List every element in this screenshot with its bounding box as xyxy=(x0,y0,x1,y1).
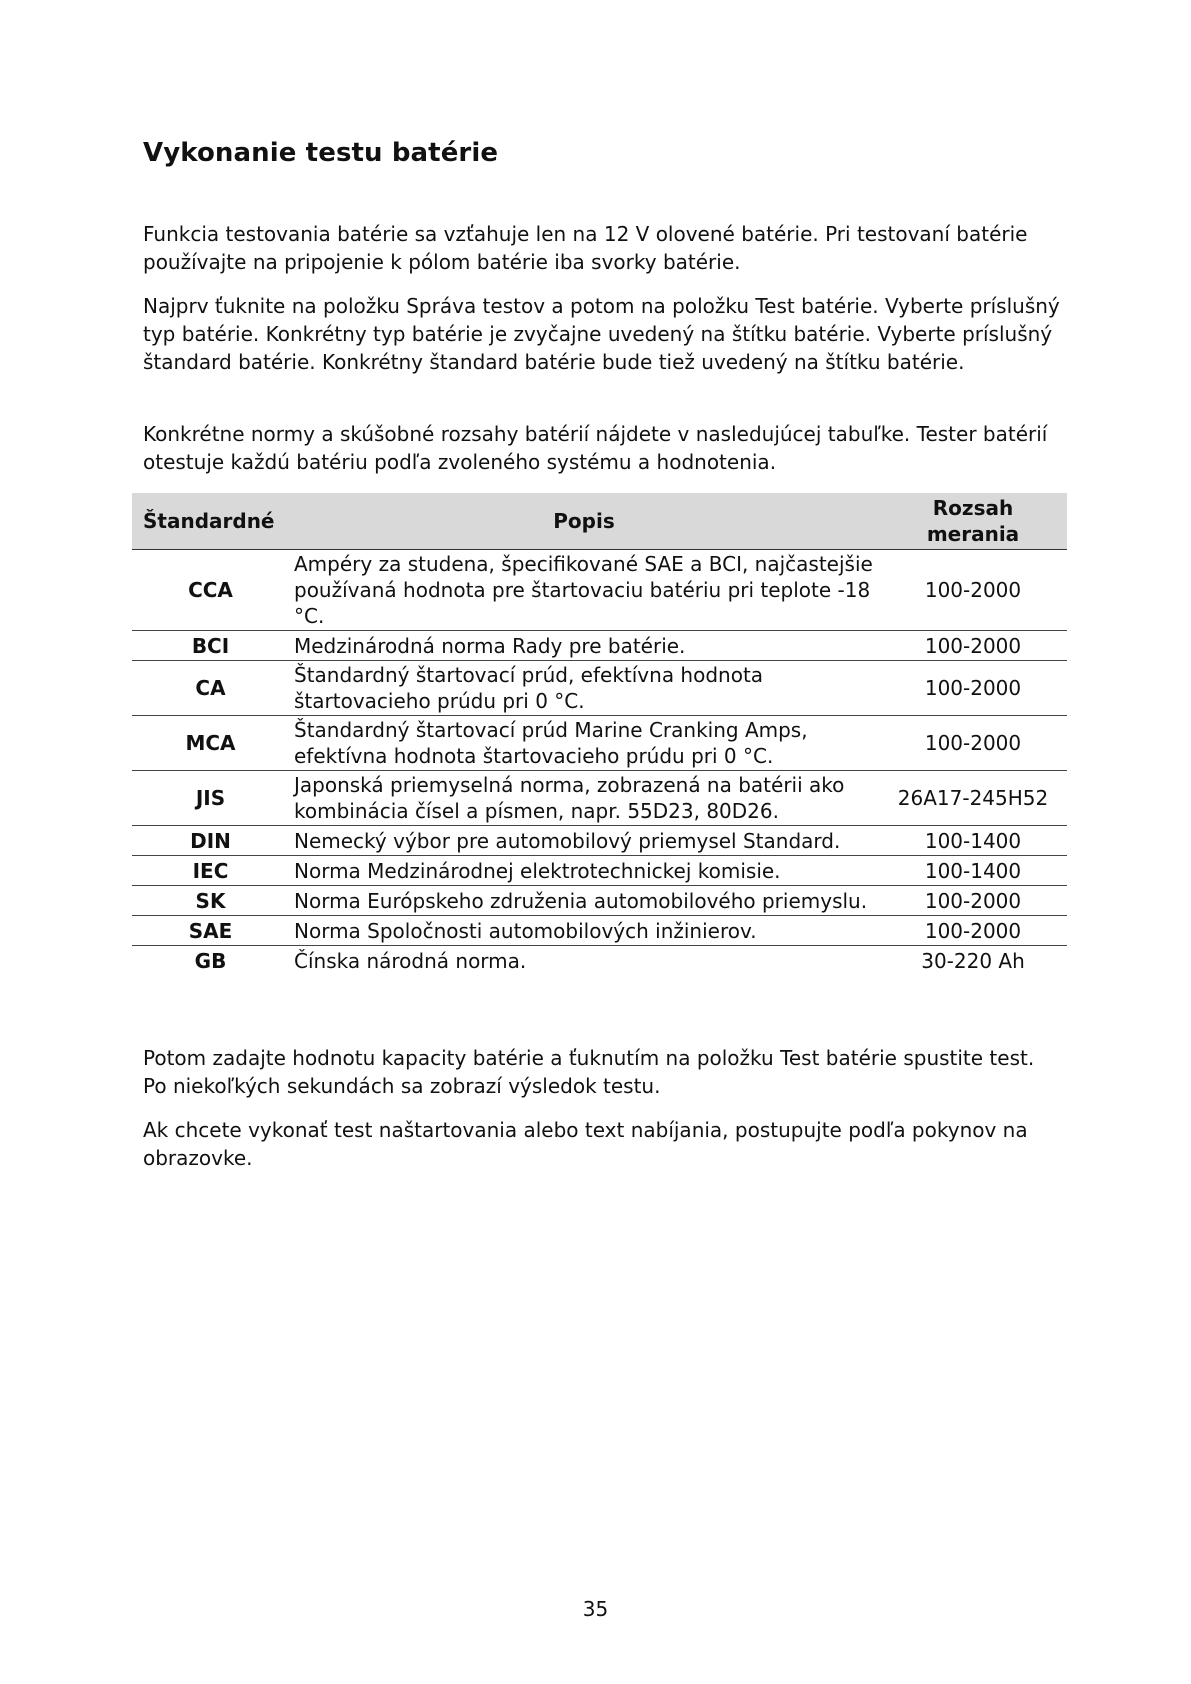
table-row xyxy=(132,886,1067,916)
table-row xyxy=(132,771,1067,826)
table-row xyxy=(132,826,1067,856)
cell-description: Čínska národná norma. xyxy=(294,948,527,973)
cell-description: Nemecký výbor pre automobilový priemysel Standard. xyxy=(289,826,879,856)
battery-standards-table xyxy=(132,493,1067,976)
cell-description: Norma Európskeho združenia automobilového priemyslu. xyxy=(289,886,879,916)
cell-standard: SAE xyxy=(132,916,289,946)
cell-standard: JIS xyxy=(132,771,289,826)
table-row xyxy=(132,946,1067,976)
cell-description: Japonská priemyselná norma, zobrazená na batérii ako kombinácia čísel a písmen, napr. 55D23, 80D26. xyxy=(289,771,879,826)
table-row xyxy=(132,631,1067,661)
run-test-paragraph: Potom zadajte hodnotu kapacity batérie a ťuknutím na položku Test batérie spustite test. Po niekoľkých sekundách sa zobrazí výsledok testu. xyxy=(143,1046,1035,1098)
cell-range: 100-2000 xyxy=(879,550,1067,631)
cell-description: Norma Spoločnosti automobilových inžinierov. xyxy=(289,916,879,946)
cell-range: 100-2000 xyxy=(879,716,1067,771)
cell-standard: DIN xyxy=(132,826,289,856)
instructions-paragraph: Najprv ťuknite na položku Správa testov a potom na položku Test batérie. Vyberte príslušný typ batérie. Konkrétny typ batérie je zvyčajne uvedený na štítku batérie. Vyberte príslušný štandard batérie. Konkrétny štandard batérie bude tiež uvedený na štítku batérie. xyxy=(143,294,1060,374)
further-tests-paragraph: Ak chcete vykonať test naštartovania alebo text nabíjania, postupujte podľa pokynov na obrazovke. xyxy=(143,1118,1028,1170)
cell-description: Štandardný štartovací prúd Marine Cranking Amps, efektívna hodnota štartovacieho prúdu pri 0 °C. xyxy=(289,716,879,771)
cell-description: Medzinárodná norma Rady pre batérie. xyxy=(289,631,879,661)
cell-range: 100-1400 xyxy=(879,856,1067,886)
header-standard: Štandardné xyxy=(132,493,289,550)
cell-description: Ampéry za studena, špecifikované SAE a BCI, najčastejšie používaná hodnota pre štartovaciu batériu pri teplote -18 °C. xyxy=(289,550,879,631)
table-row xyxy=(132,916,1067,946)
header-range: Rozsah merania xyxy=(879,493,1067,550)
cell-standard: GB xyxy=(194,948,227,973)
cell-range: 100-2000 xyxy=(879,631,1067,661)
cell-standard: BCI xyxy=(132,631,289,661)
cell-description: Štandardný štartovací prúd, efektívna hodnota štartovacieho prúdu pri 0 °C. xyxy=(289,661,879,716)
cell-range: 100-1400 xyxy=(879,826,1067,856)
page-number: 35 xyxy=(582,1597,609,1621)
cell-standard: CCA xyxy=(132,550,289,631)
cell-range: 30-220 Ah xyxy=(921,948,1025,973)
cell-range: 26A17-245H52 xyxy=(879,771,1067,826)
table-header-row xyxy=(132,493,1067,550)
page-title: Vykonanie testu batérie xyxy=(143,138,499,168)
table-row xyxy=(132,716,1067,771)
table-row xyxy=(132,856,1067,886)
table-row xyxy=(132,550,1067,631)
cell-range: 100-2000 xyxy=(879,916,1067,946)
table-intro-paragraph: Konkrétne normy a skúšobné rozsahy batérií nájdete v nasledujúcej tabuľke. Tester batérií otestuje každú batériu podľa zvoleného systému a hodnotenia. xyxy=(143,422,1048,474)
header-description: Popis xyxy=(289,493,879,550)
intro-paragraph: Funkcia testovania batérie sa vzťahuje len na 12 V olovené batérie. Pri testovaní batérie používajte na pripojenie k pólom batérie iba svorky batérie. xyxy=(143,222,1028,274)
cell-standard: IEC xyxy=(132,856,289,886)
cell-standard: SK xyxy=(132,886,289,916)
cell-range: 100-2000 xyxy=(879,661,1067,716)
cell-standard: CA xyxy=(132,661,289,716)
table-row xyxy=(132,661,1067,716)
cell-description: Norma Medzinárodnej elektrotechnickej komisie. xyxy=(289,856,879,886)
cell-range: 100-2000 xyxy=(879,886,1067,916)
cell-standard: MCA xyxy=(132,716,289,771)
